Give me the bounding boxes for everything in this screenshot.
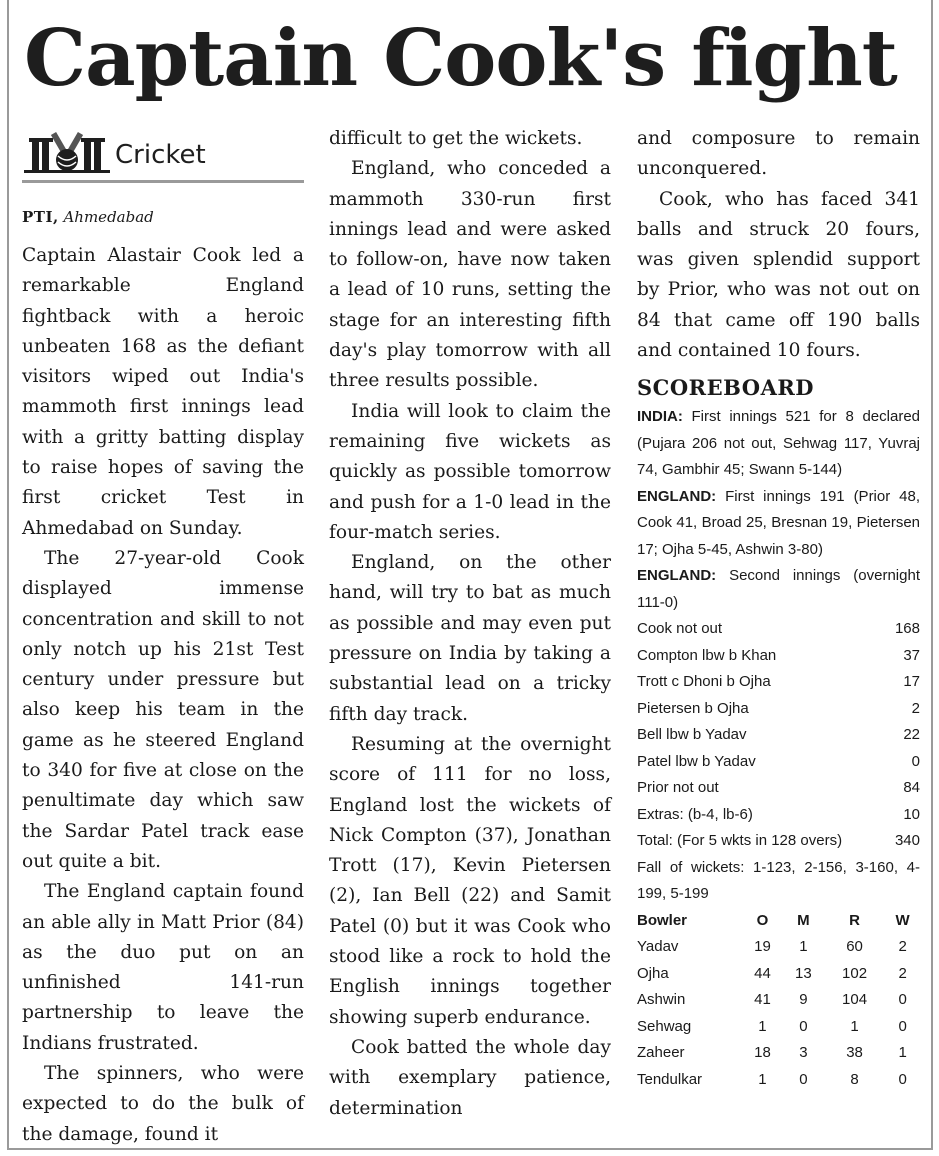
runs: 168 bbox=[894, 620, 920, 638]
paragraph: Cook, who has faced 341 balls and struck 20 fours, was given splendid support by Prior, who was not out on 84 that came off 190 balls and contained 10 fours. bbox=[637, 188, 920, 362]
wickets: 2 bbox=[898, 938, 907, 956]
maidens: 0 bbox=[799, 1070, 808, 1088]
article-col2 bbox=[329, 124, 611, 1124]
headline: Captain Cook's fight bbox=[24, 13, 897, 104]
paragraph: Cook batted the whole day with exemplary patience, determination bbox=[329, 1036, 611, 1119]
runs: 8 bbox=[850, 1070, 859, 1088]
column-3 bbox=[637, 124, 920, 1093]
batsman: Pietersen b Ojha bbox=[637, 699, 749, 717]
paragraph: The spinners, who were expected to do the bulk of the damage, found it bbox=[22, 1063, 304, 1145]
runs: 2 bbox=[911, 699, 920, 717]
bowling-row bbox=[637, 961, 920, 988]
batsman: Total: (For 5 wkts in 128 overs) bbox=[637, 832, 843, 850]
innings-summary: Second innings (overnight 111-0) bbox=[637, 567, 920, 611]
england-first-innings bbox=[637, 484, 920, 564]
column-header: W bbox=[895, 911, 910, 929]
scoreboard-title: SCOREBOARD bbox=[637, 375, 815, 401]
byline-place: Ahmedabad bbox=[63, 208, 154, 226]
batting-row bbox=[637, 616, 920, 643]
innings-summary: First innings 191 (Prior 48, Cook 41, Broad 25, Bresnan 19, Pietersen 17; Ojha 5-45, Ashwin 3-80) bbox=[637, 487, 920, 558]
batting-row bbox=[637, 828, 920, 855]
column-header: Bowler bbox=[637, 911, 688, 929]
bowling-row bbox=[637, 1040, 920, 1067]
runs: 17 bbox=[903, 673, 920, 691]
paragraph: Captain Alastair Cook led a remarkable England fightback with a heroic unbeaten 168 as the defiant visitors wiped out India's mammoth first innings lead with a gritty batting display to raise hopes of saving the first cricket Test in Ahmedabad on Sunday. bbox=[22, 245, 304, 539]
bowling-row bbox=[637, 987, 920, 1014]
overs: 18 bbox=[754, 1044, 771, 1062]
batting-row bbox=[637, 722, 920, 749]
overs: 1 bbox=[758, 1017, 767, 1035]
wickets: 0 bbox=[898, 1070, 907, 1088]
batsman: Compton lbw b Khan bbox=[637, 646, 777, 664]
byline bbox=[22, 207, 304, 227]
team-tag: ENGLAND: bbox=[637, 567, 717, 585]
paragraph: and composure to remain unconquered. bbox=[637, 128, 920, 180]
batting-list bbox=[637, 616, 920, 855]
runs: 38 bbox=[846, 1044, 863, 1062]
runs: 10 bbox=[903, 805, 920, 823]
wickets: 2 bbox=[898, 964, 907, 982]
bowler: Ashwin bbox=[637, 991, 686, 1009]
cricket-logo-icon bbox=[22, 130, 112, 174]
bowler: Yadav bbox=[637, 938, 679, 956]
maidens: 13 bbox=[795, 964, 812, 982]
batting-row bbox=[637, 643, 920, 670]
batting-row bbox=[637, 749, 920, 776]
overs: 19 bbox=[754, 938, 771, 956]
maidens: 3 bbox=[799, 1044, 808, 1062]
wickets: 0 bbox=[898, 1017, 907, 1035]
overs: 41 bbox=[754, 991, 771, 1009]
batsman: Extras: (b-4, lb-6) bbox=[637, 805, 753, 823]
overs: 44 bbox=[754, 964, 771, 982]
runs: 37 bbox=[903, 646, 920, 664]
runs: 1 bbox=[850, 1017, 859, 1035]
article-col1 bbox=[22, 241, 304, 1150]
runs: 340 bbox=[894, 832, 920, 850]
team-tag: ENGLAND: bbox=[637, 487, 717, 505]
paragraph: England, who conceded a mammoth 330-run first innings lead and were asked to follow-on, have now taken a lead of 10 runs, setting the stage for an interesting fifth day's play tomorrow with all three results possible. bbox=[329, 158, 611, 392]
maidens: 0 bbox=[799, 1017, 808, 1035]
india-innings bbox=[637, 404, 920, 484]
overs: 1 bbox=[758, 1070, 767, 1088]
batsman: Prior not out bbox=[637, 779, 719, 797]
innings-summary: First innings 521 for 8 declared (Pujara 206 not out, Sehwag 117, Yuvraj 74, Gambhir 45; Swann 5-144) bbox=[637, 408, 920, 479]
runs: 0 bbox=[911, 752, 920, 770]
byline-agency: PTI, bbox=[22, 208, 59, 226]
scoreboard bbox=[637, 404, 920, 1093]
paragraph: The 27-year-old Cook displayed immense concentration and skill to not only notch up his 21st Test century under pressure but also keep his team in the game as he steered England to 340 for five at close on the penultimate day which saw the Sardar Patel track ease out quite a bit. bbox=[22, 547, 304, 872]
team-tag: INDIA: bbox=[637, 408, 683, 426]
bowling-table bbox=[637, 908, 920, 1094]
wickets: 1 bbox=[898, 1044, 907, 1062]
runs: 84 bbox=[903, 779, 920, 797]
paragraph: difficult to get the wickets. bbox=[329, 128, 583, 149]
column-2 bbox=[329, 124, 611, 1124]
section-header bbox=[22, 126, 304, 183]
bowler: Zaheer bbox=[637, 1044, 685, 1062]
paragraph: The England captain found an able ally in Matt Prior (84) as the duo put on an unfinished 141-run partnership to leave the Indians frustrated. bbox=[22, 881, 304, 1054]
batsman: Patel lbw b Yadav bbox=[637, 752, 756, 770]
bowler: Sehwag bbox=[637, 1017, 692, 1035]
bowling-header-row bbox=[637, 908, 920, 935]
bowling-row bbox=[637, 934, 920, 961]
article-col3 bbox=[637, 124, 920, 366]
paragraph: Resuming at the overnight score of 111 for no loss, England lost the wickets of Nick Compton (37), Jonathan Trott (17), Kevin Pietersen (2), Ian Bell (22) and Samit Patel (0) but it was Cook who stood like a rock to hold the English innings together showing superb endurance. bbox=[329, 733, 611, 1028]
batting-row bbox=[637, 802, 920, 829]
maidens: 1 bbox=[799, 938, 808, 956]
england-second-innings bbox=[637, 563, 920, 616]
batting-row bbox=[637, 775, 920, 802]
column-header: M bbox=[797, 911, 810, 929]
batsman: Cook not out bbox=[637, 620, 723, 638]
bowling-row bbox=[637, 1067, 920, 1094]
runs: 22 bbox=[903, 726, 920, 744]
paragraph: India will look to claim the remaining five wickets as quickly as possible tomorrow and push for a 1-0 lead in the four-match series. bbox=[329, 400, 611, 543]
section-label: Cricket bbox=[115, 140, 206, 170]
bowler: Ojha bbox=[637, 964, 669, 982]
runs: 104 bbox=[842, 991, 868, 1009]
fall-of-wickets: Fall of wickets: 1-123, 2-156, 3-160, 4-199, 5-199 bbox=[637, 858, 920, 903]
bowler: Tendulkar bbox=[637, 1070, 703, 1088]
batsman: Trott c Dhoni b Ojha bbox=[637, 673, 771, 691]
paragraph: England, on the other hand, will try to bat as much as possible and may even put pressure on India by taking a substantial lead on a tricky fifth day track. bbox=[329, 552, 611, 725]
bowling-row bbox=[637, 1014, 920, 1041]
runs: 60 bbox=[846, 938, 863, 956]
batting-row bbox=[637, 696, 920, 723]
column-1 bbox=[22, 124, 304, 1150]
column-header: O bbox=[756, 911, 769, 929]
column-header: R bbox=[849, 911, 860, 929]
batsman: Bell lbw b Yadav bbox=[637, 726, 747, 744]
runs: 102 bbox=[842, 964, 868, 982]
wickets: 0 bbox=[898, 991, 907, 1009]
maidens: 9 bbox=[799, 991, 808, 1009]
batting-row bbox=[637, 669, 920, 696]
